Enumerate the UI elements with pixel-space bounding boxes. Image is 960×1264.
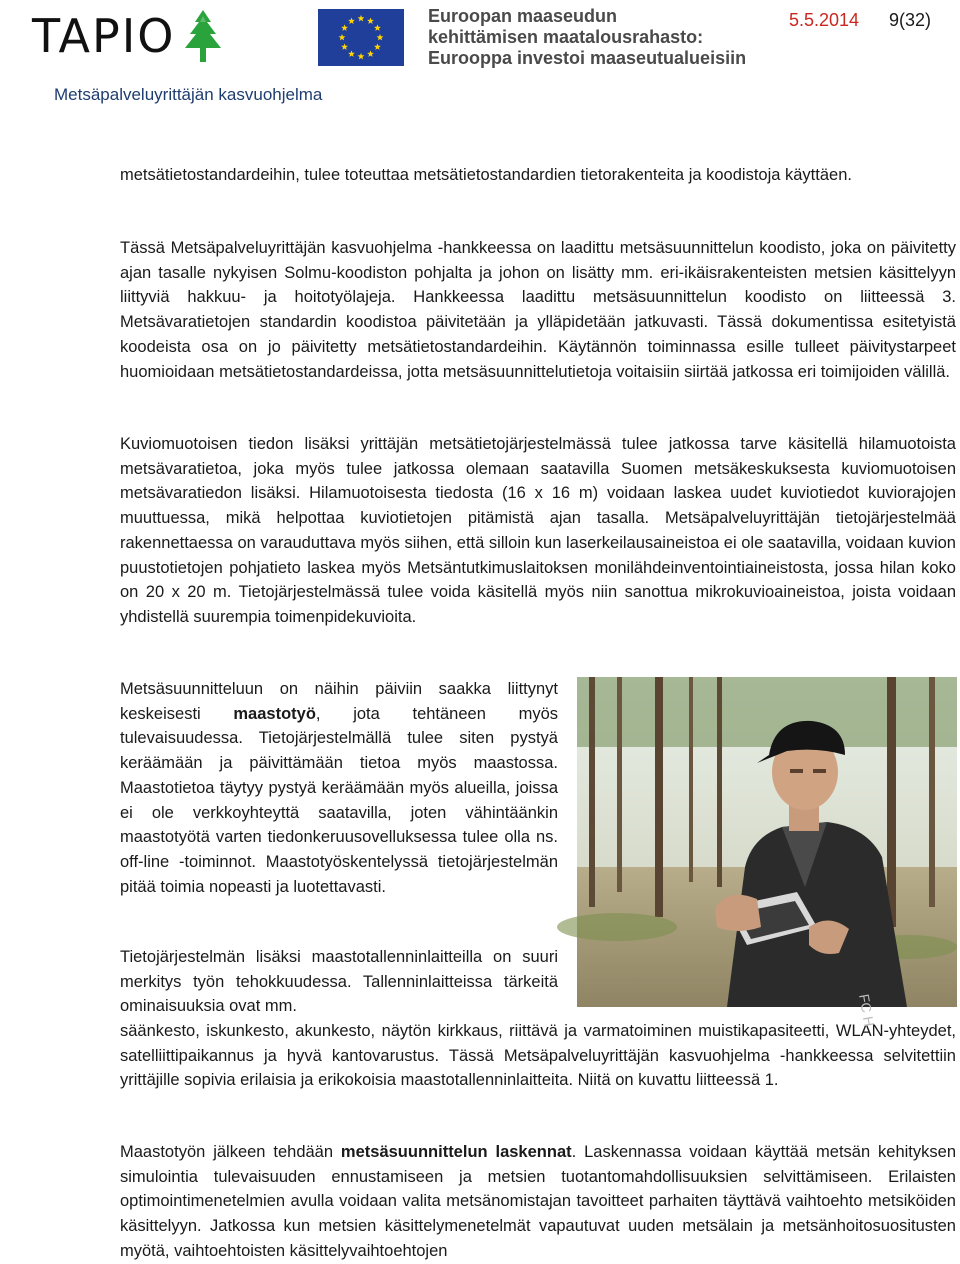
tapio-logo [32,8,226,64]
paragraph-5-wrapped: Tietojärjestelmän lisäksi maastotallenninlaitteilla on suuri merkitys työn tehokkuudessa. Tallenninlaitteissa tärkeitä ominaisuuksia ovat mm. [120,948,558,1016]
eu-flag-icon [318,9,404,66]
paragraph-6-emphasis: metsäsuunnittelun laskennat [340,1143,572,1161]
paragraph-5-full: säänkesto, iskunkesto, akunkesto, näytön kirkkaus, riittävä ja varmatoiminen muistikapasiteetti, WLAN-yhteydet, satelliittipaikannus ja hyvä kantovarustus. Tässä Metsäpalveluyrittäjän kasvuohjelma -hankkeessa selvitettiin yrittäjille sopivia erilaisia ja erikokoisia maastotallenninlaitteita. Niitä on kuvattu liitteessä 1. [120,1022,956,1090]
document-subtitle: Metsäpalveluyrittäjän kasvuohjelma [54,85,323,104]
eu-line-3: Eurooppa investoi maaseutualueisiin [428,48,747,68]
paragraph-3: Kuviomuotoisen tiedon lisäksi yrittäjän metsätietojärjestelmässä tulee jatkossa tarve käsitellä hilamuotoista metsävaratietoa, joka myös tulee jatkossa olemaan saatavilla Suomen metsäkeskuksesta kuviomuotoisen metsävaratiedon lisäksi. Hilamuotoisesta tiedosta (16 x 16 m) voidaan laskea uudet kuviotiedot kuviorajojen muuttuessa, mikä helpottaa kuviotietojen pitämistä ajan tasalla. Metsäpalveluyrittäjän tietojärjestelmää rakennettaessa on varauduttava myös siihen, että silloin kun laserkeilausaineistoa ei ole saatavilla, voidaan kuvion puustotietojen pohjatieto laskea myös Metsäntutkimuslaitoksen monilähdeinventointiaineistosta, jossa hilan koko on 20 x 20 m. Tietojärjestelmässä tulee voida käsitellä myös niin sanottua mikrokuvioaineistoa, joista voidaan yhdistellä suurempia toimenpidekuvioita. [120,435,956,626]
eu-line-1: Euroopan maaseudun [428,6,618,26]
paragraph-2: Tässä Metsäpalveluyrittäjän kasvuohjelma -hankkeessa on laadittu metsäsuunnittelun koodisto, joka on päivitetty ajan tasalle nykyisen Solmu-koodiston pohjalta ja johon on lisätty mm. eri-ikäisrakenteisten metsien käsittelyyn liittyviä hakkuu- ja hoitotyölajeja. Hankkeessa laadittu metsäsuunnittelun koodisto on liitteessä 3. Metsävaratietojen standardin koodistoa päivitetään ja ylläpidetään jatkuvasti. Tässä dokumentissa esitetyistä koodeista osa on jo päivitetty metsätietostandardeihin. Käytännön toiminnassa esille tulleet päivitystarpeet huomioidaan metsätietostandardeissa, jotta metsäsuunnittelutietoja voitaisiin siirtää jatkossa eri toimijoiden välillä. [120,239,956,381]
paragraph-4-lead: Metsäsuunnitteluun on näihin päiviin saakka liittynyt keskeisesti [120,680,558,723]
forest-worker-photo [577,677,957,1028]
paragraph-6-rest: . Laskennassa voidaan käyttää metsän kehityksen simulointia tulevaisuuden ennustamiseen ja metsien tuotantomahdollisuuksien selvittämiseen. Erilaisten optimointimenetelmien avulla voidaan valita metsänomistajan tavoitteet parhaiten täyttävä vaihtoehto metsiköiden käsittelyyn. Jatkossa kun metsien käsittelymenetelmät vapautuvat uuden metsälain ja metsänhoitosuositusten myötä, vaihtoehtoisten käsittelyvaihtoehtojen [120,1143,956,1260]
paragraph-4-emphasis: maastotyö [233,704,316,723]
device-label: FC H [856,992,878,1028]
page-header [0,0,960,115]
paragraph-6-lead: Maastotyön jälkeen tehdään [120,1143,341,1161]
spruce-tree-icon [180,8,226,64]
page-number: 9(32) [889,10,932,30]
document-date: 5.5.2014 [789,10,860,30]
tapio-logo-text: TAPIO [32,9,176,63]
photo-illustration [577,677,957,1028]
paragraph-6 [120,1140,956,1264]
paragraph-1: metsätietostandardeihin, tulee toteuttaa metsätietostandardien tietorakenteita ja koodistoja käyttäen. [120,166,852,184]
paragraph-4 [120,677,558,899]
eu-fund-text [428,6,746,69]
eu-line-2: kehittämisen maatalousrahasto: [428,27,704,47]
paragraph-4-rest: , jota tehtäneen myös tulevaisuudessa. Tietojärjestelmällä tulee siten pystyä keräämään ja päivittämään tietoa myös maastossa. Maastotietoa täytyy pystyä keräämään myös alueilla, joissa ei ole verkkoyhteyttä saatavilla, joten vähintäänkin maastotyötä varten tiedonkeruusovelluksessa tulee olla ns. off-line -toiminnot. Maastotyöskentelyssä tietojärjestelmän pitää toimia nopeasti ja luotettavasti. [120,704,559,896]
